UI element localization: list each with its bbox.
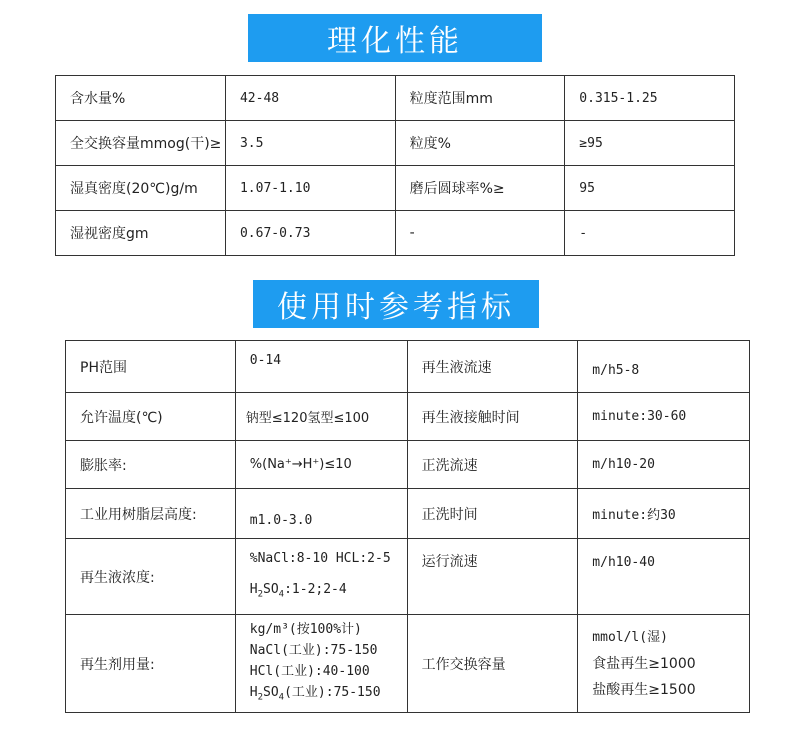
table-cell: 正洗时间 bbox=[407, 489, 578, 539]
table-cell: 湿真密度(20℃)g/m bbox=[56, 166, 226, 211]
table-cell: 全交换容量mmog(干)≥ bbox=[56, 121, 226, 166]
section-title-usage: 使用时参考指标 bbox=[253, 280, 539, 328]
table-cell: ≥95 bbox=[565, 121, 735, 166]
table-cell: 膨胀率: bbox=[66, 441, 236, 489]
table-cell: minute:约30 bbox=[578, 489, 750, 539]
table-cell: PH范围 bbox=[66, 341, 236, 393]
text: SO bbox=[263, 581, 279, 597]
table-cell: 95 bbox=[565, 166, 735, 211]
text: (工业):75-150 bbox=[284, 684, 381, 700]
table-cell: m/h5-8 bbox=[578, 341, 750, 393]
usage-reference-table bbox=[65, 340, 750, 713]
subscript: 2 bbox=[257, 589, 264, 600]
table-cell bbox=[235, 539, 407, 615]
dose-line-4 bbox=[250, 682, 407, 709]
text: H bbox=[249, 581, 258, 597]
table-cell: 0-14 bbox=[235, 341, 407, 393]
table-cell: m/h10-40 bbox=[578, 539, 750, 615]
capacity-line-1: mmol/l(湿) bbox=[592, 629, 668, 645]
table-row bbox=[66, 441, 750, 489]
conc-line-2 bbox=[250, 579, 407, 606]
table-cell: 工业用树脂层高度: bbox=[66, 489, 236, 539]
table-cell bbox=[235, 615, 407, 713]
table-row bbox=[56, 76, 735, 121]
table-cell: %(Na⁺→H⁺)≤10 bbox=[235, 441, 407, 489]
table-cell: 再生液浓度: bbox=[66, 539, 236, 615]
table-row bbox=[66, 341, 750, 393]
text: SO bbox=[263, 684, 279, 700]
table-cell: 1.07-1.10 bbox=[225, 166, 395, 211]
table-cell bbox=[578, 615, 750, 713]
capacity-line-3: 盐酸再生≥1500 bbox=[592, 681, 696, 698]
table-cell: minute:30-60 bbox=[578, 393, 750, 441]
table-cell: 0.67-0.73 bbox=[225, 211, 395, 256]
table-cell: 钠型≤120氢型≤100 bbox=[235, 393, 407, 441]
table-cell: 运行流速 bbox=[407, 539, 578, 615]
table-cell: 再生液流速 bbox=[407, 341, 578, 393]
dose-line-3: HCl(工业):40-100 bbox=[249, 663, 370, 679]
table-cell: m/h10-20 bbox=[578, 441, 750, 489]
table-cell: 含水量% bbox=[56, 76, 226, 121]
table-cell: 粒度范围mm bbox=[395, 76, 565, 121]
table-row bbox=[66, 393, 750, 441]
table-row bbox=[66, 489, 750, 539]
table-cell: 湿视密度gm bbox=[56, 211, 226, 256]
table-cell: 0.315-1.25 bbox=[565, 76, 735, 121]
conc-line-1: %NaCl:8-10 HCL:2-5 bbox=[249, 550, 391, 566]
table-cell: 允许温度(℃) bbox=[66, 393, 236, 441]
table-cell: - bbox=[565, 211, 735, 256]
dose-line-1: kg/m³(按100%计) bbox=[249, 621, 362, 637]
table-row bbox=[66, 615, 750, 713]
table-row bbox=[56, 166, 735, 211]
table-row bbox=[56, 121, 735, 166]
dose-line-2: NaCl(工业):75-150 bbox=[249, 642, 378, 658]
text: H bbox=[249, 684, 258, 700]
table-cell: 正洗流速 bbox=[407, 441, 578, 489]
subscript: 4 bbox=[278, 589, 285, 600]
section-title-physical: 理化性能 bbox=[248, 14, 542, 62]
table-cell: 3.5 bbox=[225, 121, 395, 166]
subscript: 4 bbox=[278, 692, 285, 703]
capacity-line-2: 食盐再生≥1000 bbox=[592, 655, 696, 672]
physical-properties-table bbox=[55, 75, 735, 256]
table-row bbox=[56, 211, 735, 256]
table-cell: 42-48 bbox=[225, 76, 395, 121]
table-row bbox=[66, 539, 750, 615]
table-cell: 工作交换容量 bbox=[407, 615, 578, 713]
subscript: 2 bbox=[257, 692, 264, 703]
table-cell: 再生液接触时间 bbox=[407, 393, 578, 441]
table-cell: 粒度% bbox=[395, 121, 565, 166]
text: :1-2;2-4 bbox=[284, 581, 347, 597]
table-cell: m1.0-3.0 bbox=[235, 489, 407, 539]
table-cell: 磨后圆球率%≥ bbox=[395, 166, 565, 211]
table-cell: 再生剂用量: bbox=[66, 615, 236, 713]
table-cell: - bbox=[395, 211, 565, 256]
